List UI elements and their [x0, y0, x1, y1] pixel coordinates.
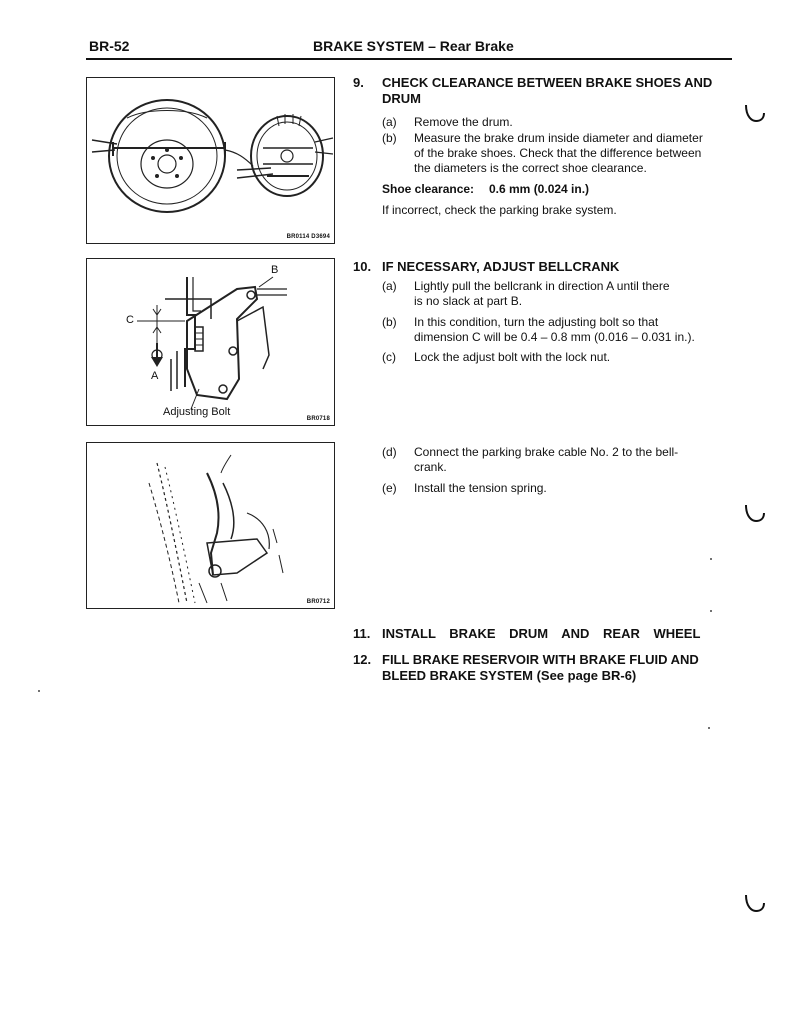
step-title-line-1: FILL BRAKE RESERVOIR WITH BRAKE FLUID AND [382, 652, 699, 667]
step-title: IF NECESSARY, ADJUST BELLCRANK [382, 259, 620, 274]
step-title-line-2: BLEED BRAKE SYSTEM (See page BR-6) [382, 668, 637, 683]
bellcrank-illustration [87, 259, 334, 425]
step-title-line-1: CHECK CLEARANCE BETWEEN BRAKE SHOES AND [382, 75, 713, 90]
binder-mark-icon [744, 503, 766, 523]
label-b: B [271, 264, 279, 276]
substep-letter: (a) [382, 279, 397, 293]
step-number: 11. [353, 626, 371, 641]
step-10-heading [353, 259, 733, 277]
substep-letter: (a) [382, 115, 397, 129]
step-10d [382, 445, 732, 477]
label-a: A [151, 370, 159, 382]
substep-text-line-2: of the brake shoes. Check that the difference between [414, 146, 702, 160]
step-10c [382, 350, 732, 366]
substep-text-line-2: dimension C will be 0.4 – 0.8 mm (0.016 – 0.031 in.). [414, 330, 695, 344]
substep-text-line-1: Lightly pull the bellcrank in direction A until there [414, 279, 670, 293]
scan-speck [710, 558, 712, 560]
substep-text-line-2: crank. [414, 460, 447, 474]
figure-bellcrank [86, 258, 335, 426]
figure-cable-connection [86, 442, 335, 609]
binder-mark-icon [744, 103, 766, 123]
cable-connection-illustration [87, 443, 334, 608]
shoe-clearance-value: 0.6 mm (0.024 in.) [489, 182, 590, 196]
step-12-heading [353, 652, 733, 686]
header-rule [86, 58, 732, 60]
substep-text: Install the tension spring. [414, 481, 547, 495]
shoe-clearance-label: Shoe clearance: [382, 182, 475, 196]
step-10e [382, 481, 732, 497]
step-10a [382, 279, 732, 311]
figure-code: BR0712 [306, 599, 330, 605]
substep-letter: (d) [382, 445, 397, 459]
binder-mark-icon [744, 893, 766, 913]
scan-speck [38, 690, 40, 692]
step-11-heading [353, 626, 733, 644]
drum-measurement-illustration [87, 78, 334, 243]
figure-code: BR0114 D3694 [286, 234, 330, 240]
figure-drum-measurement [86, 77, 335, 244]
substep-text-line-1: Connect the parking brake cable No. 2 to the bell- [414, 445, 679, 459]
substep-text: Lock the adjust bolt with the lock nut. [414, 350, 611, 364]
label-c: C [126, 314, 134, 326]
substep-text-line-1: Measure the brake drum inside diameter and diameter [414, 131, 703, 145]
substep-letter: (b) [382, 315, 397, 329]
page-title: BRAKE SYSTEM – Rear Brake [313, 38, 514, 54]
adjusting-bolt-caption: Adjusting Bolt [163, 406, 231, 418]
step-9b [382, 131, 732, 177]
scan-speck [708, 727, 710, 729]
step-title-line-2: DRUM [382, 91, 421, 106]
substep-text-line-1: In this condition, turn the adjusting bolt so that [414, 315, 659, 329]
step-10b [382, 315, 732, 347]
step-number: 12. [353, 652, 372, 667]
substep-text: Remove the drum. [414, 115, 513, 129]
figure-code: BR0718 [306, 416, 330, 422]
substep-text-line-2: is no slack at part B. [414, 294, 523, 308]
substep-text-line-3: the diameters is the correct shoe clearance. [414, 161, 647, 175]
step-number: 9. [353, 75, 364, 90]
substep-letter: (b) [382, 131, 397, 145]
step-9-heading [353, 75, 733, 109]
step-title: INSTALL BRAKE DRUM AND REAR WHEEL [382, 626, 701, 641]
substep-letter: (c) [382, 350, 396, 364]
substep-letter: (e) [382, 481, 397, 495]
step-number: 10. [353, 259, 372, 274]
step-9a [382, 115, 732, 131]
page-number: BR-52 [89, 38, 130, 54]
scan-speck [710, 610, 712, 612]
incorrect-note: If incorrect, check the parking brake system. [382, 203, 617, 217]
